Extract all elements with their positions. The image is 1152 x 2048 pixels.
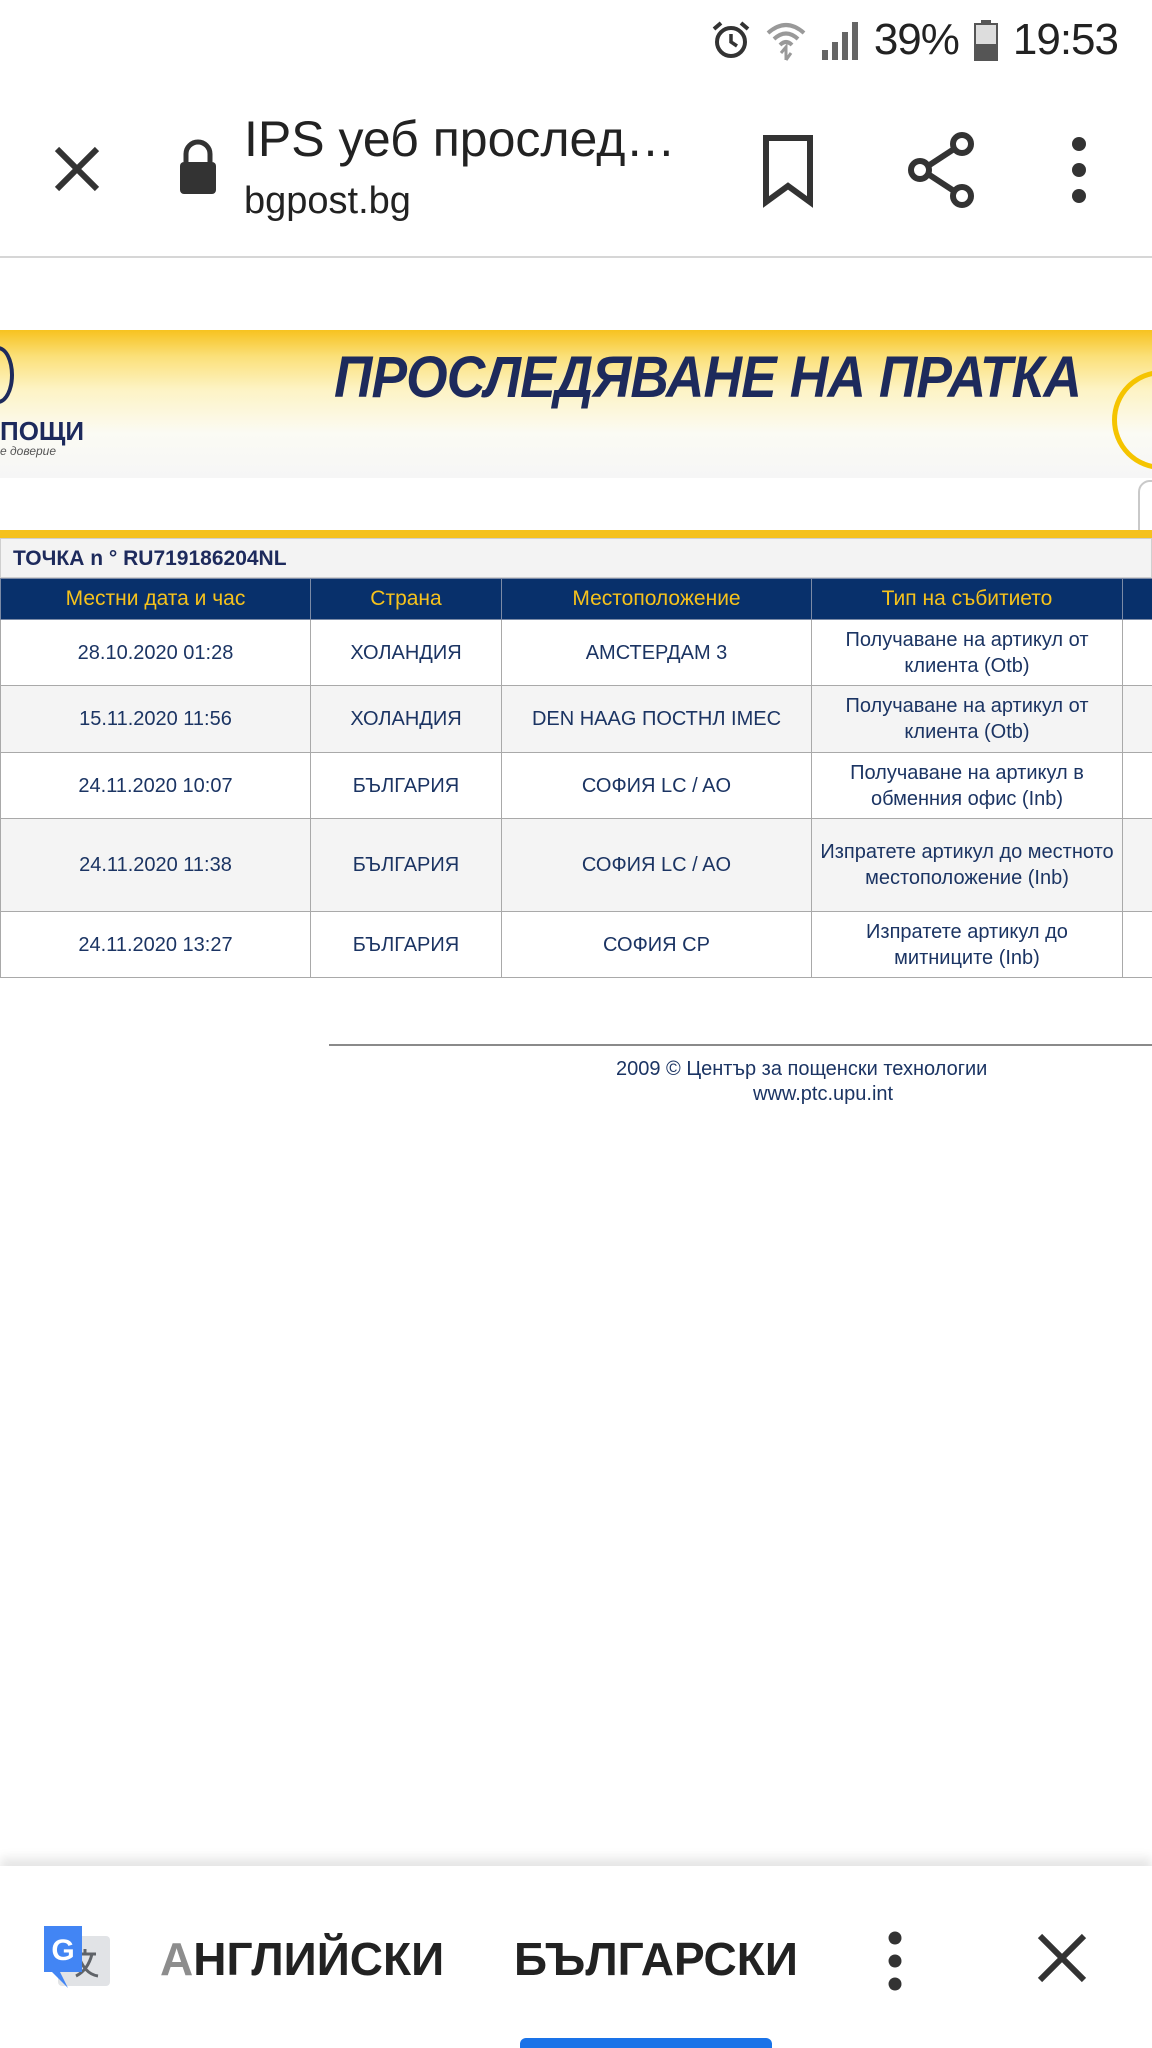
battery-percent: 39% [873,15,959,64]
tracking-number-row [0,538,1152,578]
cell-datetime: 24.11.2020 11:38 [1,819,311,912]
bookmark-button[interactable] [758,130,818,210]
status-bar [0,0,1152,80]
cell-datetime: 24.11.2020 10:07 [1,753,311,819]
source-language-label: НГЛИЙСКИ [193,1933,445,1985]
lock-icon [176,138,220,198]
cell-country: ХОЛАНДИЯ [311,686,502,753]
cell-datetime: 28.10.2020 01:28 [1,620,311,686]
table-row [1,620,1152,686]
tracking-number: ТОЧКА n ° RU719186204NL [13,547,287,570]
column-header: Тип на събитието [812,579,1123,620]
cell-location: АМСТЕРДАМ 3 [502,620,812,686]
cell-event: Получаване на артикул от клиента (Otb) [812,620,1123,686]
cell-country: БЪЛГАРИЯ [311,753,502,819]
selected-language-indicator [520,2038,772,2048]
cell-extra [1123,620,1152,686]
cell-event: Получаване на артикул в обменния офис (Inb) [812,753,1123,819]
cell-extra [1123,753,1152,819]
share-button[interactable] [906,130,978,210]
more-vert-icon [882,1926,908,1996]
bookmark-icon [758,130,818,210]
table-row [1,819,1152,912]
battery-icon [973,19,999,61]
more-vert-icon [1064,130,1094,210]
column-header: Страна [311,579,502,620]
cell-datetime: 24.11.2020 13:27 [1,912,311,978]
footer-copyright: 2009 © Център за пощенски технологии [616,1058,988,1080]
page-title: IPS уеб прослед… [244,111,676,167]
cell-event: Получаване на артикул от клиента (Otb) [812,686,1123,753]
divider [0,530,1152,538]
target-language-tab[interactable]: БЪЛГАРСКИ [514,1933,798,1985]
table-header [1,579,1152,620]
banner-title: ПРОСЛЕДЯВАНЕ НА ПРАТКА [334,345,1082,410]
cell-location: DEN HAAG ПОСТНЛ IMEC [502,686,812,753]
table-row [1,912,1152,978]
cell-location: СОФИЯ LC / AO [502,819,812,912]
tracking-banner [0,330,1152,478]
cell-country: ХОЛАНДИЯ [311,620,502,686]
table-row [1,753,1152,819]
cell-extra [1123,912,1152,978]
source-language-first-letter: А [160,1933,194,1985]
wifi-icon [766,19,806,61]
table-row [1,686,1152,753]
events-table [0,578,1152,978]
cell-country: БЪЛГАРИЯ [311,819,502,912]
share-icon [906,130,978,210]
brand-name: ПОЩИ [0,416,85,446]
column-header-extra [1123,579,1152,620]
cell-extra [1123,686,1152,753]
page-url[interactable]: bgpost.bg [244,180,411,222]
alarm-icon [710,19,752,61]
cell-country: БЪЛГАРИЯ [311,912,502,978]
cell-location: СОФИЯ CP [502,912,812,978]
cell-extra [1123,819,1152,912]
column-header: Местоположение [502,579,812,620]
footer-link[interactable]: www.ptc.upu.int [753,1083,894,1105]
close-tab-button[interactable] [44,136,110,202]
cell-location: СОФИЯ LC / AO [502,753,812,819]
logo-fragment-right [1112,370,1152,470]
signal-icon [820,20,860,60]
browser-toolbar [0,80,1152,258]
source-language-tab[interactable] [160,1932,444,1986]
translate-close-button[interactable] [1036,1932,1088,1984]
clock: 19:53 [1012,15,1118,64]
more-menu-button[interactable] [1064,130,1094,210]
svg-text:G: G [51,1934,75,1967]
brand-tagline: е доверие [0,444,57,458]
google-translate-icon[interactable] [40,1922,114,1994]
logo-fragment-left [0,346,14,404]
cell-datetime: 15.11.2020 11:56 [1,686,311,753]
translate-bar [0,1866,1152,2048]
footer-divider [329,1044,1152,1046]
column-header: Местни дата и час [1,579,311,620]
cell-event: Изпратете артикул до местното местоположение (Inb) [812,819,1123,912]
cell-event: Изпратете артикул до митниците (Inb) [812,912,1123,978]
close-icon [53,145,101,193]
translate-options-button[interactable] [882,1926,908,1996]
close-icon [1036,1932,1088,1984]
